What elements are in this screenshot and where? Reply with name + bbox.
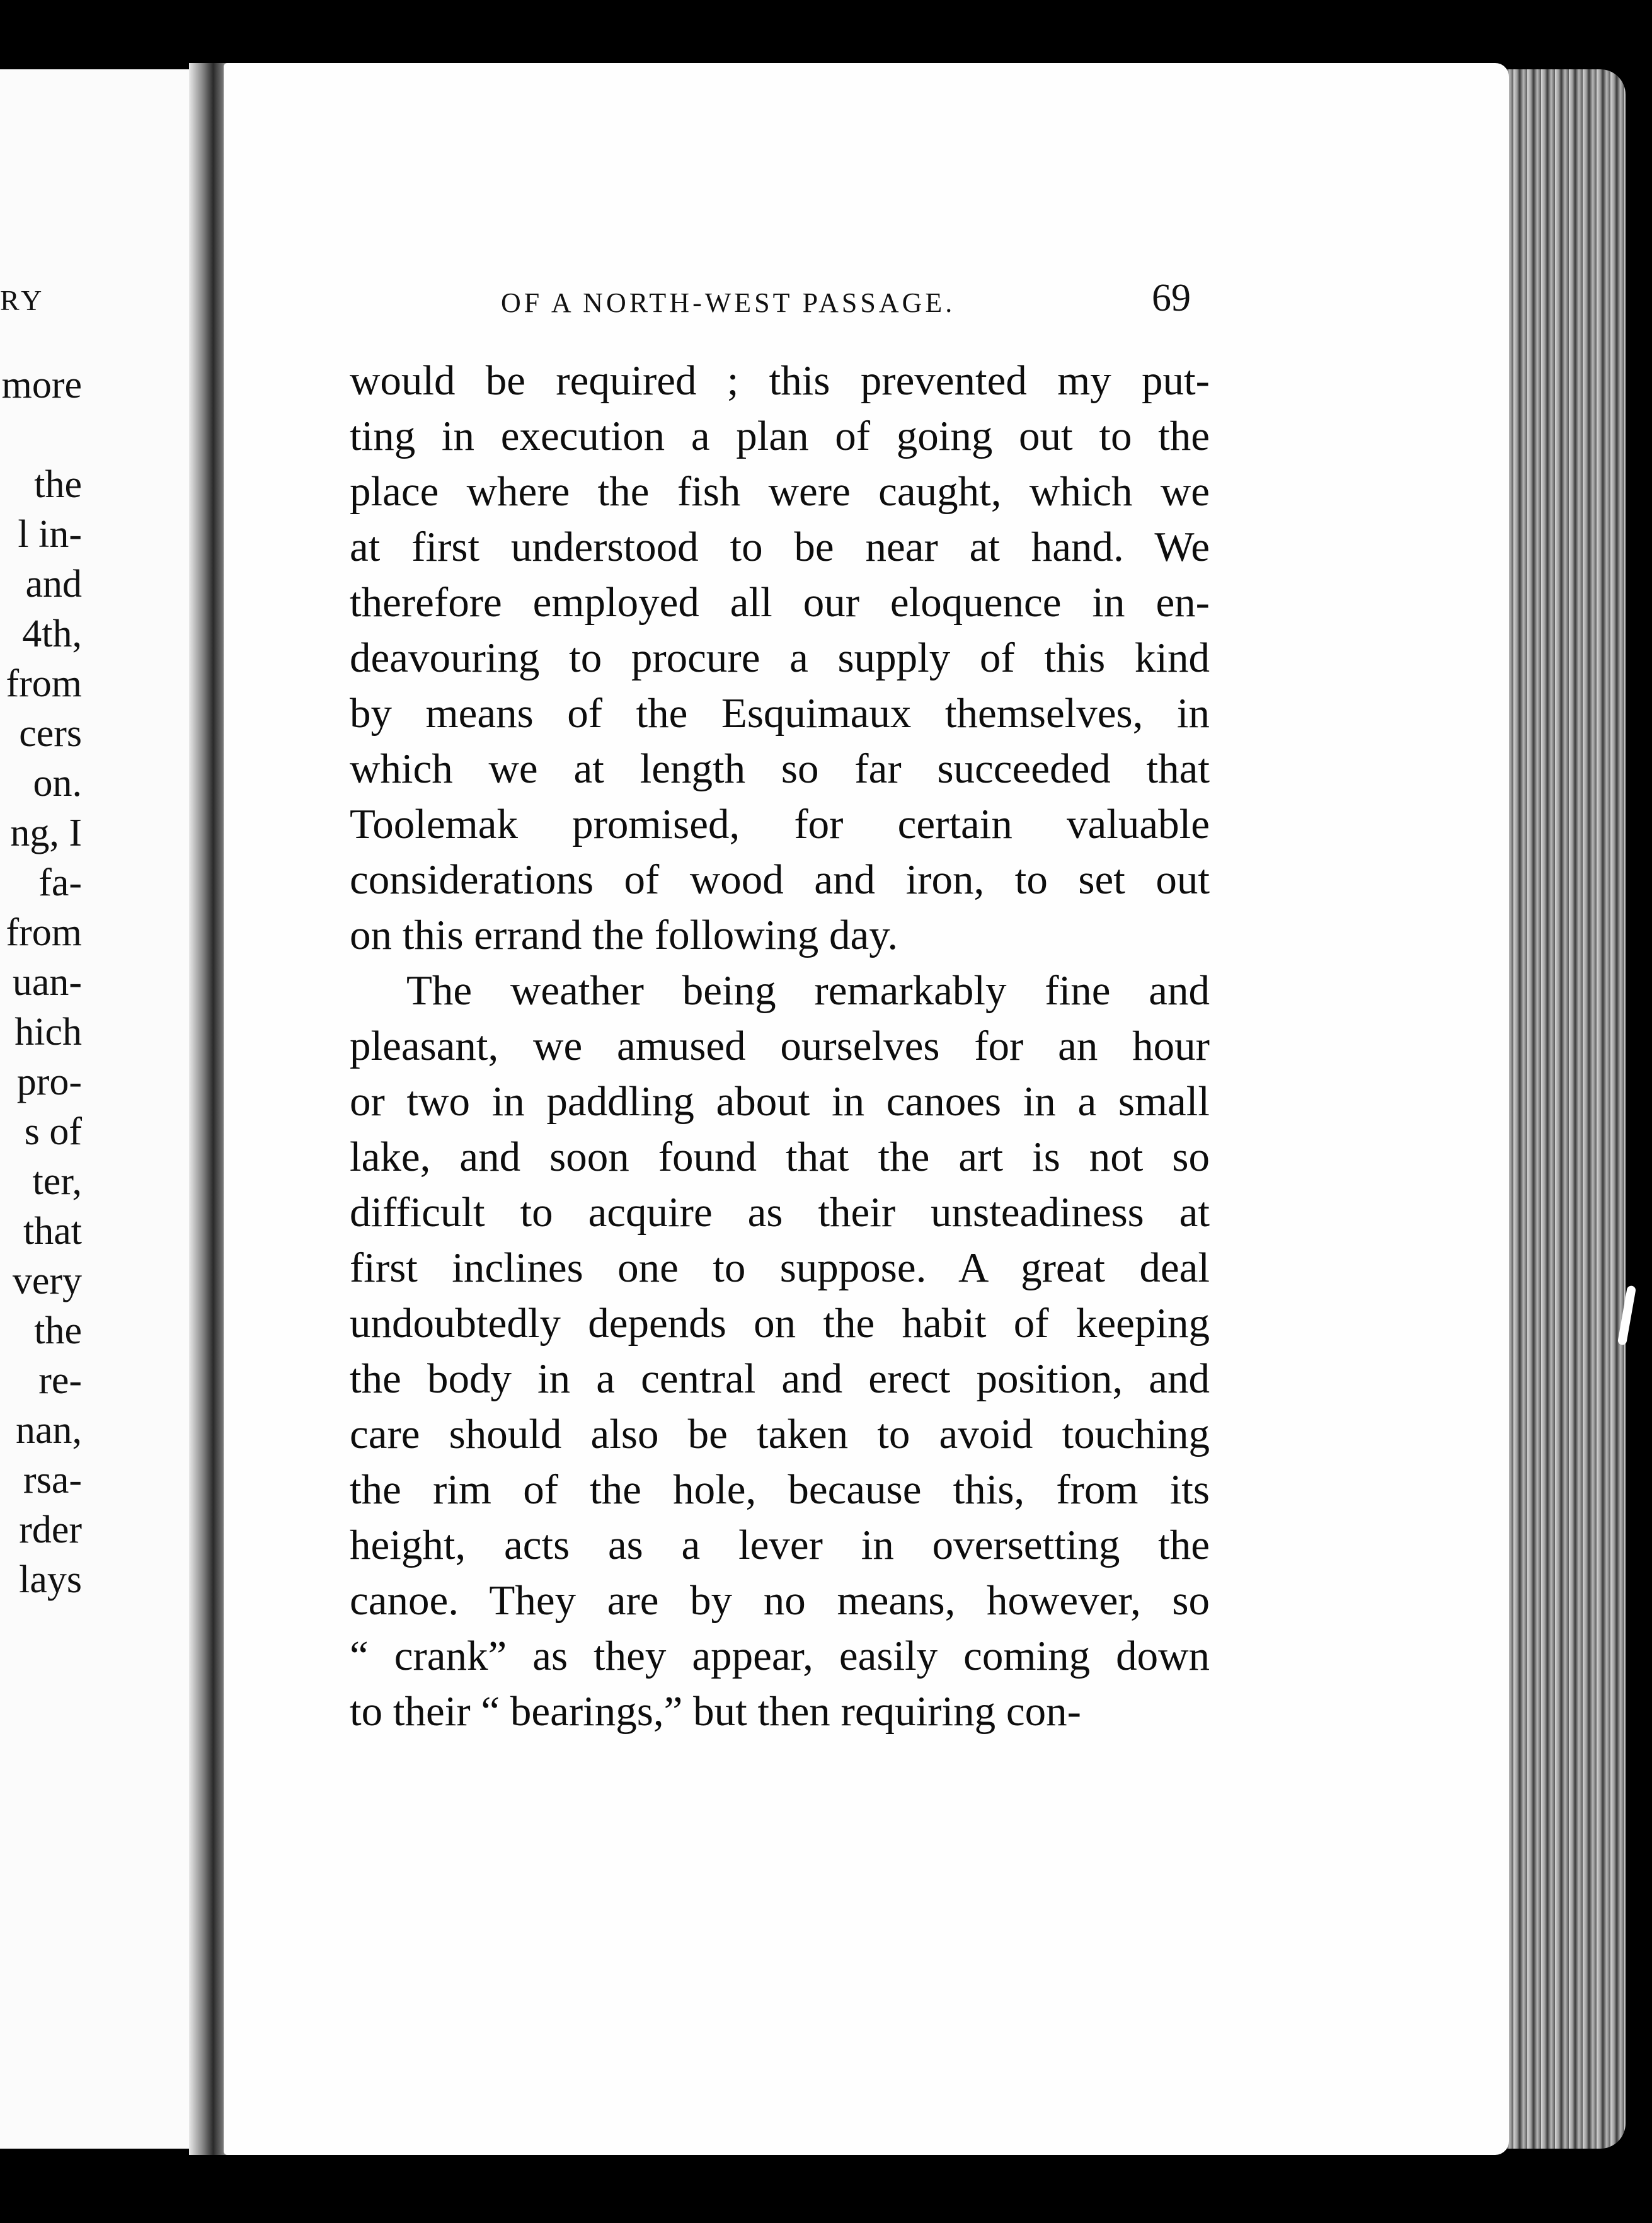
- previous-page-line-fragment: the: [34, 463, 82, 506]
- text-line: difficult to acquire as their unsteadiness at: [350, 1189, 1210, 1236]
- text-line: at first understood to be near at hand. We: [350, 524, 1210, 570]
- text-line: the body in a central and erect position, and: [350, 1355, 1210, 1402]
- text-line: or two in paddling about in canoes in a small: [350, 1078, 1210, 1125]
- text-line: to their “ bearings,” but then requiring con-: [350, 1688, 1081, 1735]
- text-line: deavouring to procure a supply of this kind: [350, 635, 1210, 681]
- text-line: on this errand the following day.: [350, 912, 898, 958]
- text-line: ting in execution a plan of going out to the: [350, 413, 1210, 459]
- previous-page-line-fragment: that: [23, 1210, 82, 1253]
- previous-page-line-fragment: cers: [19, 712, 82, 755]
- text-line: Toolemak promised, for certain valuable: [350, 801, 1210, 847]
- previous-page-line-fragment: ng, I: [10, 812, 82, 854]
- page-edges: [1500, 69, 1626, 2149]
- previous-page-line-fragment: hich: [14, 1011, 82, 1054]
- text-line: first inclines one to suppose. A great deal: [350, 1244, 1210, 1291]
- text-line: which we at length so far succeeded that: [350, 745, 1210, 792]
- previous-page-line-fragment: uan-: [12, 961, 82, 1004]
- text-line: by means of the Esquimaux themselves, in: [350, 690, 1210, 737]
- previous-page-line-fragment: fa-: [38, 861, 82, 904]
- previous-page-line-fragment: pro-: [16, 1060, 82, 1103]
- previous-page-line-fragment: rder: [19, 1508, 82, 1551]
- previous-page: [0, 69, 200, 2149]
- text-line: “ crank” as they appear, easily coming down: [350, 1633, 1210, 1679]
- previous-page-line-fragment: re-: [38, 1359, 82, 1402]
- text-line: canoe. They are by no means, however, so: [350, 1577, 1210, 1624]
- text-line: considerations of wood and iron, to set out: [350, 856, 1210, 903]
- previous-page-line-fragment: from: [6, 662, 82, 705]
- page-number: 69: [1152, 277, 1191, 319]
- running-head: OF A NORTH-WEST PASSAGE.: [501, 287, 956, 318]
- previous-page-line-fragment: s of: [24, 1110, 82, 1153]
- previous-page-line-fragment: more: [1, 364, 82, 406]
- text-line: the rim of the hole, because this, from its: [350, 1466, 1210, 1513]
- text-line: The weather being remarkably fine and: [406, 967, 1210, 1014]
- text-line: therefore employed all our eloquence in en-: [350, 579, 1210, 626]
- text-line: height, acts as a lever in oversetting the: [350, 1522, 1210, 1568]
- previous-page-running-head: RY: [0, 284, 45, 316]
- previous-page-line-fragment: rsa-: [23, 1459, 82, 1502]
- body-text: [350, 353, 1210, 1739]
- text-line: undoubtedly depends on the habit of keeping: [350, 1300, 1210, 1347]
- previous-page-line-fragment: nan,: [15, 1409, 82, 1452]
- text-line: would be required ; this prevented my put-: [350, 357, 1210, 404]
- text-line: place where the fish were caught, which we: [350, 468, 1210, 515]
- previous-page-line-fragment: l in-: [18, 513, 82, 556]
- previous-page-line-fragment: and: [25, 563, 82, 606]
- text-line: lake, and soon found that the art is not so: [350, 1134, 1210, 1180]
- previous-page-line-fragment: very: [12, 1260, 82, 1302]
- previous-page-line-fragment: from: [6, 911, 82, 954]
- previous-page-line-fragment: lays: [19, 1558, 82, 1601]
- text-line: pleasant, we amused ourselves for an hour: [350, 1023, 1210, 1069]
- previous-page-line-fragment: the: [34, 1309, 82, 1352]
- previous-page-line-fragment: on.: [33, 762, 82, 805]
- previous-page-line-fragment: ter,: [32, 1160, 82, 1203]
- text-line: care should also be taken to avoid touching: [350, 1411, 1210, 1457]
- previous-page-line-fragment: 4th,: [22, 612, 82, 655]
